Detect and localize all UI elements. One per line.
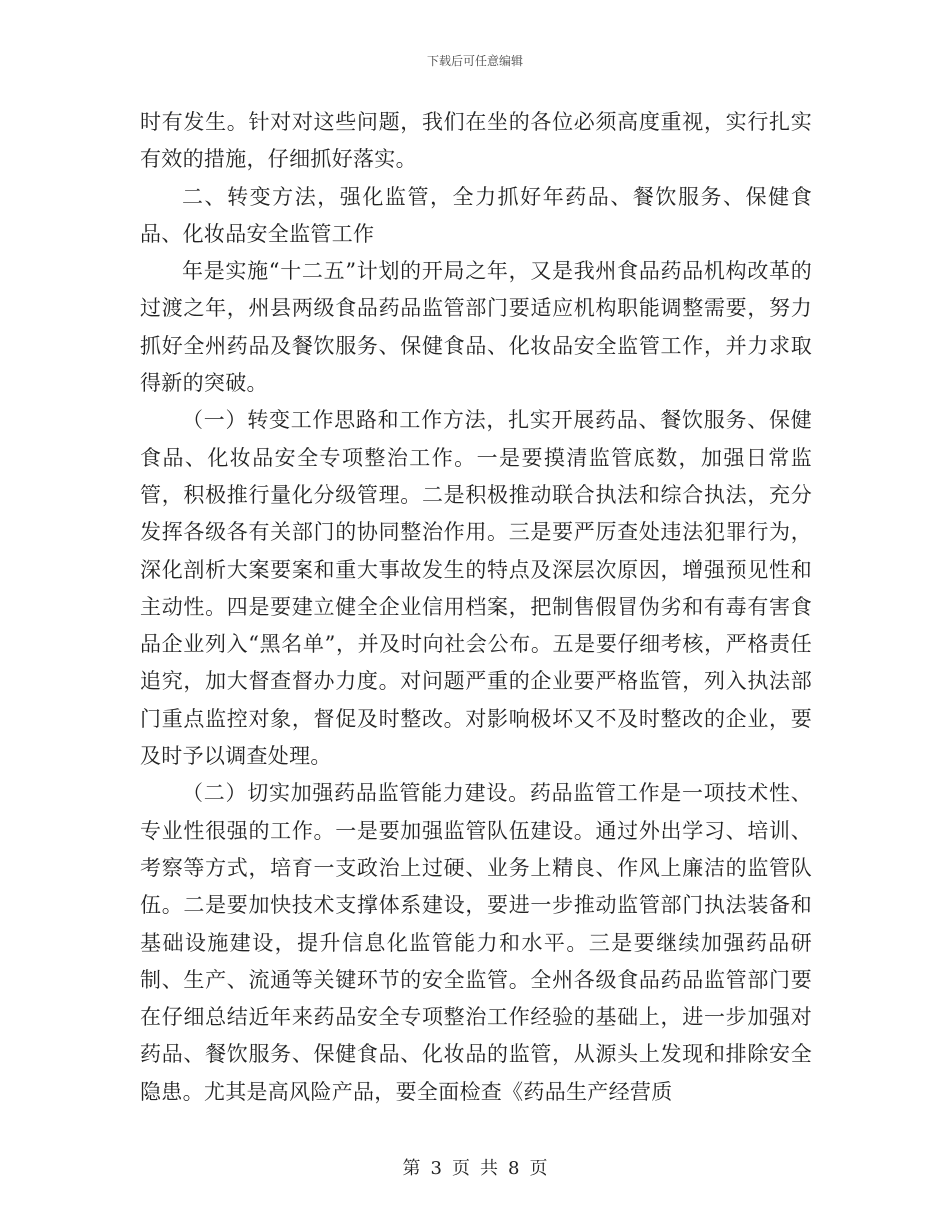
- paragraph-1: 时有发生。针对对这些问题，我们在坐的各位必须高度重视，实行扎实有效的措施，仔细抓好落实。: [140, 110, 812, 172]
- footer-current-page: 3: [430, 1158, 442, 1179]
- document-body: [140, 104, 812, 1111]
- page-footer: [0, 1154, 950, 1180]
- paragraph-2-section-heading: 二、转变方法，强化监管，全力抓好年药品、餐饮服务、保健食品、化妆品安全监管工作: [140, 184, 812, 246]
- page-header-note: 下载后可任意编辑: [426, 54, 523, 68]
- paragraph-5: （二）切实加强药品监管能力建设。药品监管工作是一项技术性、专业性很强的工作。一是要加强监管队伍建设。通过外出学习、培训、考察等方式，培育一支政治上过硬、业务上精良、作风上廉洁的监管队伍。二是要加快技术支撑体系建设，要进一步推动监管部门执法装备和基础设施建设，提升信息化监管能力和水平。三是要继续加强药品研制、生产、流通等关键环节的安全监管。全州各级食品药品监管部门要在仔细总结近年来药品安全专项整治工作经验的基础上，进一步加强对药品、餐饮服务、保健食品、化妆品的监管，从源头上发现和排除安全隐患。尤其是高风险产品，要全面检查《药品生产经营质: [140, 781, 812, 1104]
- footer-suffix: 页: [529, 1158, 548, 1179]
- paragraph-3: 年是实施“十二五”计划的开局之年，又是我州食品药品机构改革的过渡之年，州县两级食品药品监管部门要适应机构职能调整需要，努力抓好全州药品及餐饮服务、保健食品、化妆品安全监管工作，并力求取得新的突破。: [140, 259, 812, 396]
- footer-page-word: 页: [452, 1158, 470, 1179]
- footer-total-word: 共: [480, 1158, 498, 1179]
- paragraph-4: （一）转变工作思路和工作方法，扎实开展药品、餐饮服务、保健食品、化妆品安全专项整治工作。一是要摸清监管底数，加强日常监管，积极推行量化分级管理。二是积极推动联合执法和综合执法，充分发挥各级各有关部门的协同整治作用。三是要严厉查处违法犯罪行为，深化剖析大案要案和重大事故发生的特点及深层次原因，增强预见性和主动性。四是要建立健全企业信用档案，把制售假冒伪劣和有毒有害食品企业列入“黑名单”，并及时向社会公布。五是要仔细考核，严格责任追究，加大督查督办力度。对问题严重的企业要严格监管，列入执法部门重点监控对象，督促及时整改。对影响极坏又不及时整改的企业，要及时予以调查处理。: [140, 408, 812, 769]
- footer-total-pages: 8: [508, 1158, 520, 1179]
- footer-prefix: 第: [402, 1158, 421, 1179]
